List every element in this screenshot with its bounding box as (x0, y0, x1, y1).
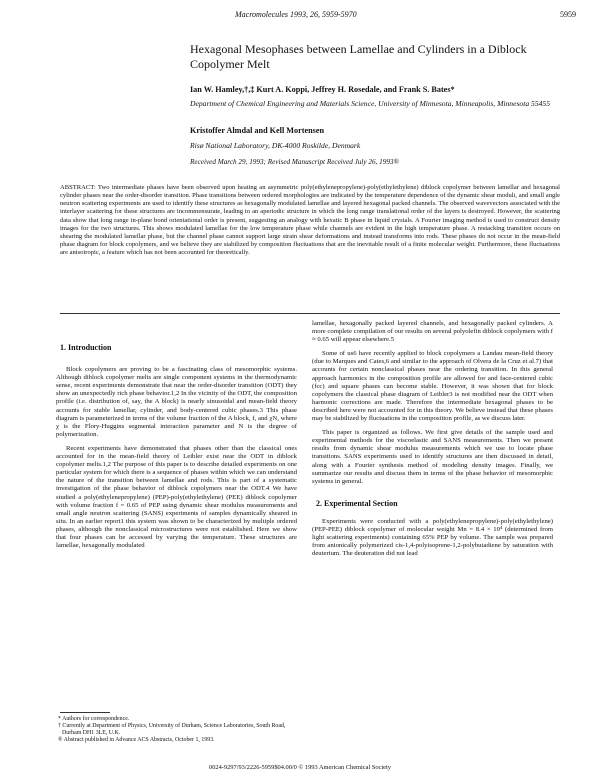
left-column (56, 320, 297, 556)
footnote-divider (60, 712, 110, 713)
page-number: 5959 (560, 10, 576, 19)
author-list-secondary: Kristoffer Almdal and Kell Mortensen (190, 126, 325, 135)
affiliation-riso: Risø National Laboratory, DK-4000 Roskilde, Denmark (190, 141, 361, 150)
section-heading-experimental: 2. Experimental Section (316, 498, 398, 508)
article-title: Hexagonal Mesophases between Lamellae and Cylinders in a Diblock Copolymer Melt (190, 42, 527, 71)
page-footer: 0024-9297/93/2226-5959$04.00/0 © 1993 American Chemical Society (209, 764, 391, 771)
paragraph: Block copolymers are proving to be a fascinating class of mesomorphic systems. Although diblock copolymer melts are single component systems in the thermodynamic sense, recent experiments demonstrate that near the order-disorder transition (ODT) they show an unexpectedly rich phase behavior.1,2 In the vicinity of the ODT, the composition profile (i.e. distribution of, say, the A block) is nearly sinusoidal and mean-field theory accounts for stable lamellar, cylinder, and body-centered cubic phases.3 This phase diagram is parameterized in terms of the volume fraction of the A block, f, and χN, where χ is the Flory-Huggins segmental interaction parameter and N is the degree of polymerization. (56, 366, 297, 438)
footnote: * Authors for correspondence. (58, 716, 130, 722)
footnotes (56, 716, 297, 744)
affiliation-minnesota: Department of Chemical Engineering and Materials Science, University of Minnesota, Minneapolis, Minnesota 55455 (190, 99, 551, 108)
footnote: † Currently at Department of Physics, University of Durham, Science Laboratories, South Road, Durham DH1 3LE, U.K. (58, 723, 286, 736)
footnote: ® Abstract published in Advance ACS Abstracts, October 1, 1993. (58, 737, 215, 743)
paragraph: lamellae, hexagonally packed layered channels, and hexagonally packed cylinders. A more complete compilation of our results on several polyolefin diblock copolymers with f ≈ 0.65 will appear elsewhere.5 (312, 320, 553, 344)
journal-citation: Macromolecules 1993, 26, 5959-5970 (235, 10, 357, 19)
paragraph: Experiments were conducted with a poly(ethylenepropylene)-poly(ethylethylene) (PEP-PEE) diblock copolymer of molecular weight Mn = 8.4 × 10⁴ (determined from light scattering experiments) containing 65% PEP by volume. The sample was prepared from anionically polymerized cis-1,4-polyisoprene-1,2-polybutadiene by saturation with deuterium. The deuteration did not lead (312, 517, 553, 558)
section-heading-introduction: 1. Introduction (60, 343, 112, 352)
right-column (312, 320, 553, 564)
paragraph: This paper is organized as follows. We first give details of the sample used and experimental methods for the viscoelastic and SANS measurements. Then we present results from dynamic shear modulus measurements which we use to locate phase transitions. SANS experiments used to identify structures are then discussed in detail, along with a Fourier synthesis method of modeling density images. Finally, we summarize our results and discuss them in terms of the phase behavior of mesomorphic systems in general. (312, 429, 553, 485)
paragraph: Some of us6 have recently applied to block copolymers a Landau mean-field theory (due to Marques and Cates,6 and similar to the approach of Olvera de la Cruz et al.7) that accounts for certain nonclassical phases near the ordering transition. In this general approach harmonics in the composition profile are allowed for and face-centered cubic (fcc) and square phases can become stable. However, it was shown that for block copolymers the classical phase diagram of Leibler3 is not modified near the ODT when harmonic corrections are made. Therefore the intermediate hexagonal phases to be described here were not accounted for in this theory. We believe instead that these phases may be stabilized by fluctuations in the composition profile, as we discuss later. (312, 350, 553, 423)
abstract: ABSTRACT: Two intermediate phases have been observed upon heating an asymmetric poly(ethylenepropylene)-poly(ethylethylene) diblock copolymer between lamellar and hexagonal cylinder phases near the order-disorder transition. Phase transitions between ordered morphologies are indicated by the temperature dependence of the dynamic shear moduli, and small angle neutron scattering experiments are used to identify these structures as hexagonally modulated lamellae and layered hexagonal packed channels. The observed wavevectors associated with the interlayer scattering for these structures are incommensurate, leading to an aperiodic structure in which the long range translational order of the layers is destroyed. However, the scattering data show that long range in-plane bond orientational order is present, suggesting an analogy with hexatic B phase in liquid crystals. A Fourier imaging method is used to construct density images for the two structures. This shows modulated lamellae for the low temperature phase while channels are evident in the high temperature phase. A restacking transition occurs on shearing the modulated lamellar phase, but the channel phase cannot support large strain shear deformations and instead transforms into rods. These phases do not occur in the mean-field phase diagram for block copolymers, and we believe they are stabilized by composition fluctuations that are the inevitable result of a finite molecular weight. Furthermore, these fluctuations are anisotropic, a feature which has not been accounted for theoretically. (60, 184, 560, 257)
received-dates: Received March 29, 1993; Revised Manuscript Received July 26, 1993® (190, 158, 399, 166)
author-list-primary: Ian W. Hamley,†,‡ Kurt A. Koppi, Jeffrey H. Rosedale, and Frank S. Bates* (190, 85, 455, 94)
abstract-divider (60, 313, 560, 314)
paragraph: Recent experiments have demonstrated that phases other than the classical ones accounted for in the mean-field theory of Leibler exist near the ODT in diblock copolymer melts.1,2 The purpose of this paper is to describe detailed experiments on one particular system for which there is a sequence of phases within which we can understand the nature of the transition between lamellae and rods. This is part of a systematic investigation of the phase behavior of diblock copolymers near the ODT.4 We have studied a poly(ethylenepropylene) (PEP)-poly(ethylethylene) (PEE) diblock copolymer with volume fraction f = 0.65 of PEP using dynamic shear modulus measurements and small angle neutron scattering (SANS) experiments of samples dynamically sheared in situ. In an earlier report1 this system was shown to be characterized by multiple ordered phases, although the nonclassical microstructures were not established. Here we show that four phases can be accessed by varying the temperature. These structures are lamellae, hexagonally modulated (56, 444, 297, 550)
